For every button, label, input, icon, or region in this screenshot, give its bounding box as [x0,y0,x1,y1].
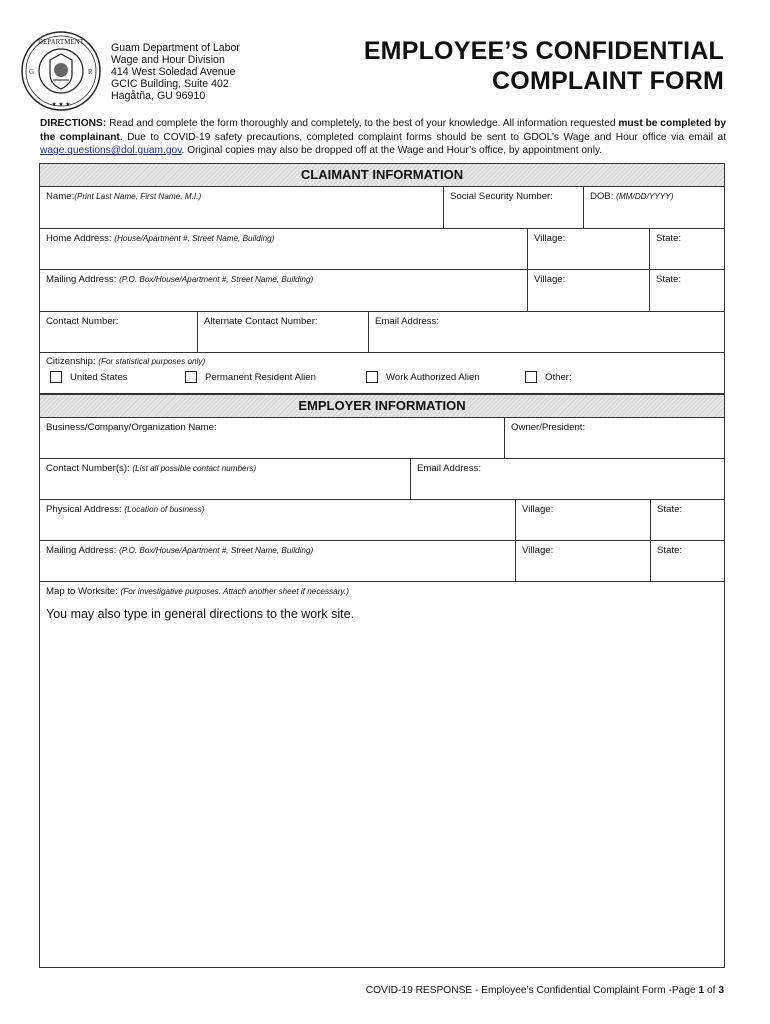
field-hint: (MM/DD/YYYY) [616,192,674,201]
svg-text:★ ★ ★: ★ ★ ★ [51,102,71,108]
field-label: Village: [522,545,554,556]
claimant-name-row [40,187,724,229]
claimant-citizenship-row [40,353,724,393]
agency-line: GCIC Building, Suite 402 [111,78,229,90]
field-label: Name: [46,191,75,202]
map-directions-text[interactable]: You may also type in general directions to the work site. [46,607,355,621]
field-label: Mailing Address: [46,545,120,556]
claimant-name-field[interactable] [40,187,444,228]
field-label: State: [656,274,682,285]
field-label: Contact Number(s): [46,463,133,474]
agency-line: 414 West Soledad Avenue [111,66,236,78]
claimant-dob-field[interactable] [584,187,724,228]
page-footer [366,985,724,996]
employer-mailing-row [40,541,724,582]
field-label: State: [657,504,683,515]
field-label: Map to Worksite: [46,586,121,597]
claimant-mailing-village-field[interactable] [528,270,650,311]
option-label: United States [70,371,128,383]
citizenship-option-us[interactable] [50,371,128,383]
field-label: Home Address: [46,233,115,244]
agency-address [111,42,240,102]
agency-line: Guam Department of Labor [111,42,240,54]
field-label: Social Security Number: [450,191,553,202]
field-hint: (House/Apartment #, Street Name, Building) [114,234,275,243]
citizenship-option-work-authorized[interactable] [366,371,480,383]
claimant-contact-number-field[interactable] [40,312,198,352]
employer-physical-row [40,500,724,541]
claimant-home-village-field[interactable] [528,229,650,269]
agency-line: Wage and Hour Division [111,54,225,66]
claimant-home-row [40,229,724,270]
employer-mailing-state-field[interactable] [651,541,724,581]
field-hint: (For statistical purposes only) [98,357,206,366]
citizenship-label-line [46,356,718,367]
field-label: Alternate Contact Number: [204,316,318,327]
employer-business-name-field[interactable] [40,418,505,458]
employer-owner-field[interactable] [505,418,724,458]
field-hint: (Location of business) [124,505,205,514]
directions-text: Read and complete the form thoroughly and completely, to the best of your knowledge. All information requested [106,118,619,129]
option-label: Work Authorized Alien [386,371,480,383]
form-title [364,36,724,96]
claimant-section [39,163,725,394]
directions-paragraph [40,117,726,158]
svg-text:G: G [29,68,35,76]
claimant-ssn-field[interactable] [444,187,584,228]
claimant-contact-row [40,312,724,353]
checkbox[interactable] [525,371,537,383]
option-label: Other: [545,371,572,383]
department-seal-logo [20,30,102,112]
directions-label: DIRECTIONS: [40,118,107,129]
checkbox[interactable] [185,371,197,383]
field-hint: (List all possible contact numbers) [132,464,257,473]
field-hint: (P.O. Box/House/Apartment #, Street Name, Building) [119,546,314,555]
employer-business-row [40,418,724,459]
field-hint: (For investigative purposes. Attach another sheet if necessary.) [120,587,349,596]
footer-total-pages: 3 [718,985,724,996]
claimant-mailing-state-field[interactable] [650,270,724,311]
citizenship-option-other[interactable] [525,371,572,383]
employer-section [39,394,725,968]
employer-email-field[interactable] [411,459,724,499]
footer-text: COVID-19 RESPONSE - Employee’s Confidential Complaint Form -Page [365,985,699,996]
option-label: Permanent Resident Alien [205,371,316,383]
directions-bold-text: must be completed by the complainant [40,118,726,143]
employer-physical-village-field[interactable] [516,500,651,540]
field-label: Physical Address: [46,504,125,515]
employer-map-row [40,582,724,967]
employer-contact-number-field[interactable] [40,459,411,499]
employer-physical-state-field[interactable] [651,500,724,540]
form-title-line1: EMPLOYEE’S CONFIDENTIAL [363,37,724,65]
employer-contact-row [40,459,724,500]
claimant-home-address-field[interactable] [40,229,528,269]
field-label: Village: [534,274,566,285]
employer-heading: EMPLOYER INFORMATION [40,395,724,418]
citizenship-option-permanent-resident[interactable] [185,371,316,383]
field-label: Business/Company/Organization Name: [46,422,217,433]
footer-page-number: 1 [698,985,705,996]
field-label: State: [656,233,682,244]
claimant-mailing-row [40,270,724,312]
claimant-email-field[interactable] [369,312,724,352]
field-label: State: [657,545,683,556]
checkbox[interactable] [50,371,62,383]
field-label: Mailing Address: [46,274,120,285]
claimant-mailing-address-field[interactable] [40,270,528,311]
employer-map-field[interactable] [40,582,724,967]
field-label: Citizenship: [46,356,99,367]
field-label: Email Address: [417,463,481,474]
field-label: Contact Number: [46,316,119,327]
employer-mailing-village-field[interactable] [516,541,651,581]
claimant-heading: CLAIMANT INFORMATION [40,164,724,187]
agency-line: Hagåtña, GU 96910 [111,90,206,102]
svg-text:R: R [88,68,93,76]
employer-physical-address-field[interactable] [40,500,516,540]
checkbox[interactable] [366,371,378,383]
directions-text: . Due to COVID-19 safety precautions, completed complaint forms should be sent to GDOL’s Wage and Hour office via email at [119,131,726,143]
svg-text:DEPARTMENT: DEPARTMENT [38,38,84,46]
form-title-line2: COMPLAINT FORM [492,67,724,95]
claimant-home-state-field[interactable] [650,229,724,269]
directions-text: . Original copies may also be dropped off at the Wage and Hour’s office, by appointment only. [181,145,603,156]
field-label: Owner/President: [511,422,586,433]
field-label: Email Address: [375,316,439,327]
field-label: Village: [522,504,554,515]
field-label: Village: [534,233,566,244]
citizenship-options [46,369,718,389]
employer-mailing-address-field[interactable] [40,541,516,581]
field-hint: (P.O. Box/House/Apartment #, Street Name, Building) [119,275,314,284]
field-label: DOB: [590,191,617,202]
claimant-alt-contact-field[interactable] [198,312,369,352]
email-link[interactable]: wage.questions@dol.guam.gov [40,145,182,156]
footer-of: of [704,985,719,996]
field-hint: (Print Last Name, First Name, M.I.) [74,192,202,201]
